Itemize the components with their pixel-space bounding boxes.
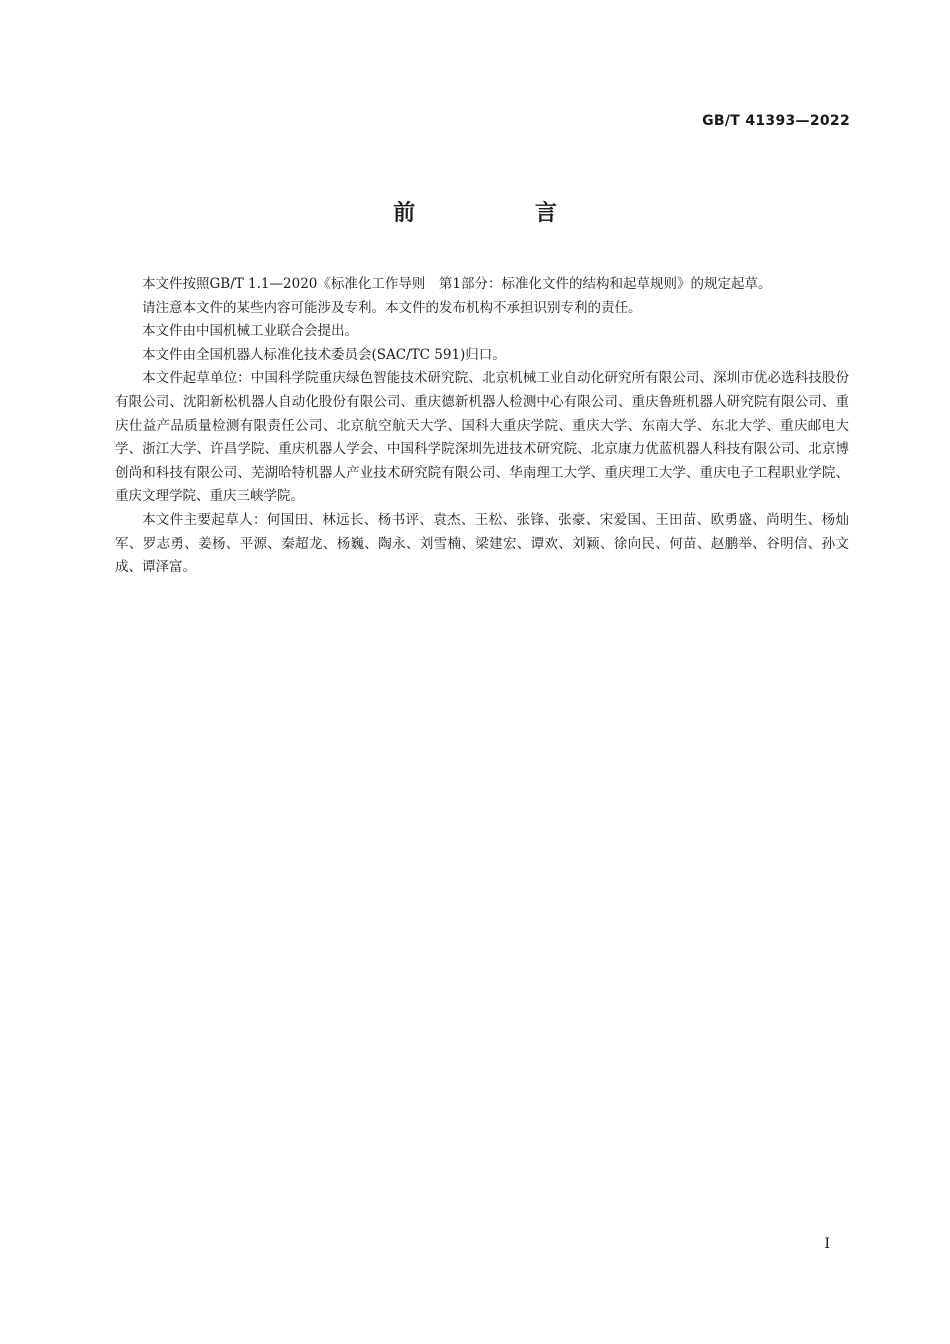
- paragraph-drafting-organizations: 本文件起草单位：中国科学院重庆绿色智能技术研究院、北京机械工业自动化研究所有限公司、深圳市优必选科技股份有限公司、沈阳新松机器人自动化股份有限公司、重庆德新机器人检测中心有限公司、重庆鲁班机器人研究院有限公司、重庆仕益产品质量检测有限责任公司、北京航空航天大学、国科大重庆学院、重庆大学、东南大学、东北大学、重庆邮电大学、浙江大学、许昌学院、重庆机器人学会、中国科学院深圳先进技术研究院、北京康力优蓝机器人科技有限公司、北京博创尚和科技有限公司、芜湖哈特机器人产业技术研究院有限公司、华南理工大学、重庆理工大学、重庆电子工程职业学院、重庆文理学院、重庆三峡学院。: [115, 370, 849, 505]
- paragraph-patent-notice: 请注意本文件的某些内容可能涉及专利。本文件的发布机构不承担识别专利的责任。: [142, 299, 642, 316]
- page-number: I: [824, 1236, 830, 1252]
- section-title: 前 言: [393, 201, 613, 226]
- document-body: [115, 273, 849, 580]
- paragraph-proposer: 本文件由中国机械工业联合会提出。: [142, 323, 358, 340]
- standard-number: GB/T 41393—2022: [702, 113, 850, 129]
- paragraph-technical-committee: 本文件由全国机器人标准化技术委员会(SAC/TC 591)归口。: [142, 346, 506, 363]
- paragraph-drafting-rules: 本文件按照GB/T 1.1—2020《标准化工作导则 第1部分：标准化文件的结构和起草规则》的规定起草。: [142, 276, 772, 292]
- paragraph-main-drafters: 本文件主要起草人：何国田、林远长、杨书评、袁杰、王松、张锋、张豪、宋爱国、王田苗、欧勇盛、尚明生、杨灿军、罗志勇、姜杨、平源、秦超龙、杨巍、陶永、刘雪楠、梁建宏、谭欢、刘颖、徐向民、何苗、赵鹏举、谷明信、孙文成、谭泽富。: [115, 511, 849, 576]
